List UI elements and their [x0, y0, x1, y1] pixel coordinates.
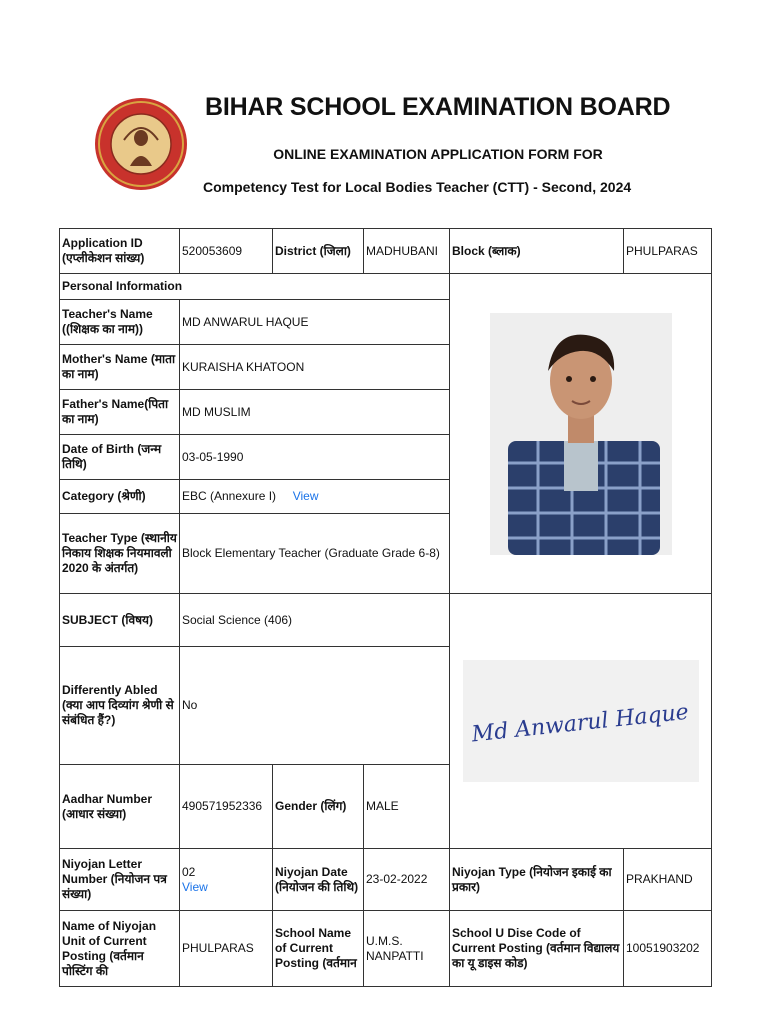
photo-cell: [450, 274, 712, 594]
district-label: District (जिला): [273, 229, 364, 274]
subject-value: Social Science (406): [180, 594, 450, 647]
teacher-signature: [463, 660, 699, 782]
teacher-name-value: MD ANWARUL HAQUE: [180, 300, 450, 345]
school-name-label: School Name of Current Posting (वर्तमान: [273, 911, 364, 987]
dob-label: Date of Birth (जन्म तिथि): [60, 435, 180, 480]
mother-name-label: Mother's Name (माता का नाम): [60, 345, 180, 390]
block-label: Block (ब्लाक): [450, 229, 624, 274]
category-cell: [180, 480, 450, 514]
niyojan-unit-label: Name of Niyojan Unit of Current Posting (वर्तमान पोस्टिंग की: [60, 911, 180, 987]
table-row: [60, 594, 712, 647]
board-title: BIHAR SCHOOL EXAMINATION BOARD: [205, 93, 671, 121]
table-row: [60, 911, 712, 987]
udise-label: School U Dise Code of Current Posting (वर्तमान विद्यालय का यू डाइस कोड): [450, 911, 624, 987]
teacher-photo: [490, 313, 672, 555]
form-title: ONLINE EXAMINATION APPLICATION FORM FOR: [273, 146, 603, 162]
father-name-label: Father's Name(पिता का नाम): [60, 390, 180, 435]
dob-value: 03-05-1990: [180, 435, 450, 480]
bseb-seal-logo: [94, 96, 188, 192]
teacher-type-label: Teacher Type (स्थानीय निकाय शिक्षक नियमावली 2020 के अंतर्गत): [60, 514, 180, 594]
gender-label: Gender (लिंग): [273, 765, 364, 849]
differently-abled-label: Differently Abled (क्या आप दिव्यांग श्रेणी से संबंधित हैं?): [60, 647, 180, 765]
niyojan-letter-label: Niyojan Letter Number (नियोजन पत्र संख्या): [60, 849, 180, 911]
signature-cell: [450, 594, 712, 849]
test-title: Competency Test for Local Bodies Teacher (CTT) - Second, 2024: [203, 179, 632, 195]
niyojan-date-value: 23-02-2022: [364, 849, 450, 911]
niyojan-type-label: Niyojan Type (नियोजन इकाई का प्रकार): [450, 849, 624, 911]
application-form-table: [59, 228, 712, 987]
table-row: [60, 274, 712, 300]
niyojan-letter-cell: [180, 849, 273, 911]
aadhar-label: Aadhar Number (आधार संख्या): [60, 765, 180, 849]
category-label: Category (श्रेणी): [60, 480, 180, 514]
niyojan-letter-value: 02: [182, 864, 196, 879]
gender-value: MALE: [364, 765, 450, 849]
category-view-link[interactable]: View: [292, 489, 319, 503]
personal-info-heading: Personal Information: [60, 274, 450, 300]
teacher-type-value: Block Elementary Teacher (Graduate Grade 6-8): [180, 514, 450, 594]
teacher-name-label: Teacher's Name ((शिक्षक का नाम)): [60, 300, 180, 345]
category-value: EBC (Annexure I): [182, 489, 277, 503]
signature-text: Md Anwarul Haque: [470, 699, 690, 748]
mother-name-value: KURAISHA KHATOON: [180, 345, 450, 390]
differently-abled-value: No: [180, 647, 450, 765]
application-id-value: 520053609: [180, 229, 273, 274]
school-name-value: U.M.S. NANPATTI: [364, 911, 450, 987]
subject-label: SUBJECT (विषय): [60, 594, 180, 647]
niyojan-letter-view-link[interactable]: View: [182, 879, 208, 894]
application-id-label: Application ID (एप्लीकेशन सांख्य): [60, 229, 180, 274]
table-row: [60, 849, 712, 911]
block-value: PHULPARAS: [624, 229, 712, 274]
father-name-value: MD MUSLIM: [180, 390, 450, 435]
table-row: [60, 229, 712, 274]
niyojan-type-value: PRAKHAND: [624, 849, 712, 911]
district-value: MADHUBANI: [364, 229, 450, 274]
udise-value: 10051903202: [624, 911, 712, 987]
niyojan-date-label: Niyojan Date (नियोजन की तिथि): [273, 849, 364, 911]
niyojan-unit-value: PHULPARAS: [180, 911, 273, 987]
aadhar-value: 490571952336: [180, 765, 273, 849]
